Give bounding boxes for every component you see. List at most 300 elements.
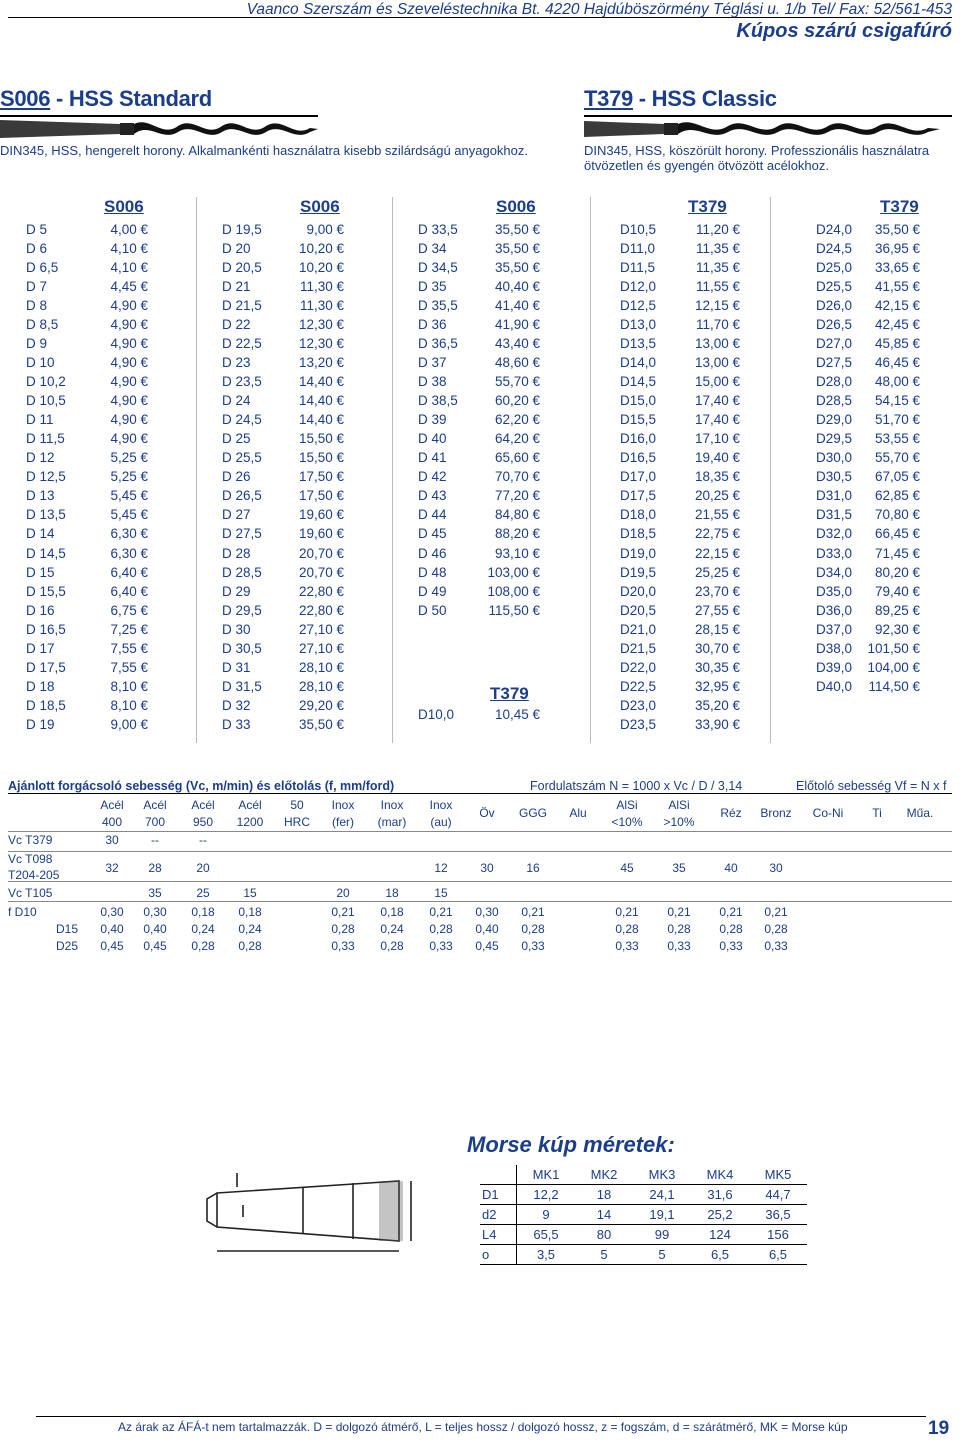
diameter-label: D34,0 <box>816 564 853 580</box>
price-value: 28,10 € <box>298 659 344 675</box>
diameter-label: D15,5 <box>620 412 657 428</box>
cutting-cell: 16 <box>526 861 540 875</box>
cutting-col-subhead: 400 <box>101 815 123 829</box>
morse-cell: 6,5 <box>691 1245 749 1265</box>
cutting-cell: 0,21 <box>764 905 788 919</box>
price-value: 6,75 € <box>110 602 148 618</box>
price-value: 12,15 € <box>694 298 740 314</box>
diameter-label: D25,5 <box>816 279 853 295</box>
diameter-label: D 9 <box>26 336 48 352</box>
cutting-cell: 0,40 <box>100 922 124 936</box>
diameter-label: D16,5 <box>620 450 657 466</box>
price-value: 19,40 € <box>694 450 740 466</box>
diameter-label: D37,0 <box>816 621 853 637</box>
cutting-cell: 0,28 <box>667 922 691 936</box>
diameter-label: D 16,5 <box>26 621 66 637</box>
cutting-data-title: Ajánlott forgácsoló sebesség (Vc, m/min) és előtolás (f, mm/ford) <box>8 779 395 793</box>
price-value: 28,10 € <box>298 678 344 694</box>
diameter-label: D 12 <box>26 450 55 466</box>
cutting-cell: 28 <box>148 861 162 875</box>
diameter-label: D 38 <box>418 374 447 390</box>
price-value: 6,40 € <box>110 564 148 580</box>
cutting-cell: 0,33 <box>615 939 639 953</box>
morse-col-head: MK3 <box>633 1165 691 1185</box>
cutting-cell: 0,45 <box>100 939 124 953</box>
cutting-col-subhead: 700 <box>144 815 166 829</box>
diameter-label: D11,5 <box>620 260 656 276</box>
cutting-cell: 30 <box>769 861 783 875</box>
price-value: 17,50 € <box>298 469 344 485</box>
diameter-label: D18,0 <box>620 507 657 523</box>
price-value: 42,45 € <box>874 317 920 333</box>
price-value: 22,75 € <box>694 526 740 542</box>
price-value: 22,80 € <box>298 583 344 599</box>
cutting-cell: 35 <box>672 861 686 875</box>
diameter-label: D16,0 <box>620 431 657 447</box>
cutting-cell: 0,40 <box>475 922 499 936</box>
price-value: 43,40 € <box>494 336 540 352</box>
cutting-col-subhead: HRC <box>284 815 310 829</box>
cutting-col-subhead: 950 <box>192 815 214 829</box>
price-value: 32,95 € <box>694 678 740 694</box>
price-value: 93,10 € <box>494 545 540 561</box>
morse-cell: 18 <box>575 1185 633 1205</box>
price-value: 22,80 € <box>298 602 344 618</box>
footer-rule <box>36 1416 926 1417</box>
diameter-label: D28,0 <box>816 374 853 390</box>
diameter-label: D 28 <box>222 545 251 561</box>
diameter-label: D 11,5 <box>26 431 65 447</box>
diameter-label: D27,5 <box>816 355 853 371</box>
price-value: 41,55 € <box>874 279 920 295</box>
morse-cell: 6,5 <box>749 1245 807 1265</box>
diameter-label: D 29,5 <box>222 602 262 618</box>
rpm-formula: Fordulatszám N = 1000 x Vc / D / 3,14 <box>530 779 743 793</box>
price-value: 4,90 € <box>110 355 148 371</box>
price-value: 65,60 € <box>494 450 540 466</box>
diameter-label: D 8 <box>26 298 48 314</box>
diameter-label: D25,0 <box>816 260 853 276</box>
cutting-cell: 35 <box>148 886 162 900</box>
cutting-col-head: Alu <box>569 806 587 820</box>
cutting-row-label: D25 <box>55 939 78 953</box>
price-value: 64,20 € <box>494 431 540 447</box>
price-value: 12,30 € <box>298 336 344 352</box>
price-value: 33,90 € <box>694 716 740 732</box>
price-value: 4,90 € <box>110 374 148 390</box>
diameter-label: D 20 <box>222 241 251 257</box>
price-value: 4,90 € <box>110 393 148 409</box>
diameter-label: D 14,5 <box>26 545 66 561</box>
diameter-label: D22,0 <box>620 659 657 675</box>
diameter-label: D31,0 <box>816 488 853 504</box>
cutting-row-label: D15 <box>55 922 78 936</box>
price-column-head: S006 <box>104 197 144 216</box>
price-value: 17,10 € <box>694 431 740 447</box>
price-value: 48,60 € <box>494 355 540 371</box>
morse-cell: 156 <box>749 1225 807 1245</box>
morse-corner <box>480 1165 517 1185</box>
cutting-col-head: GGG <box>518 806 547 820</box>
price-value: 14,40 € <box>298 393 344 409</box>
page-number: 19 <box>928 1418 950 1439</box>
diameter-label: D 28,5 <box>222 564 262 580</box>
diameter-label: D13,0 <box>620 317 657 333</box>
diameter-label: D31,5 <box>816 507 853 523</box>
cutting-col-subhead: 1200 <box>236 815 264 829</box>
cutting-cell: 0,21 <box>719 905 743 919</box>
diameter-label: D 26 <box>222 469 251 485</box>
price-value: 13,00 € <box>694 355 740 371</box>
diameter-label: D19,5 <box>620 564 657 580</box>
diameter-label: D 21,5 <box>222 298 262 314</box>
diameter-label: D 36,5 <box>418 336 458 352</box>
price-value: 35,50 € <box>874 222 920 237</box>
morse-row-label: D1 <box>480 1185 517 1205</box>
diameter-label: D12,5 <box>620 298 657 314</box>
product-description: DIN345, HSS, hengerelt horony. Alkalmankénti használatra kisebb szilárdságú anyagokhoz. <box>0 143 529 158</box>
price-value: 27,55 € <box>694 602 740 618</box>
diameter-label: D23,0 <box>620 697 657 713</box>
cutting-col-head: Acél <box>238 798 262 812</box>
diameter-label: D27,0 <box>816 336 853 352</box>
diameter-label: D14,0 <box>620 355 657 371</box>
price-value: 54,15 € <box>874 393 920 409</box>
price-value: 4,10 € <box>110 241 148 257</box>
morse-cell: 3,5 <box>517 1245 576 1265</box>
price-value: 29,20 € <box>298 697 344 713</box>
diameter-label: D 18,5 <box>26 697 66 713</box>
diameter-label: D 33 <box>222 716 251 732</box>
morse-row-label: o <box>480 1245 517 1265</box>
diameter-label: D15,0 <box>620 393 657 409</box>
price-value: 5,45 € <box>110 488 148 504</box>
cutting-cell: 0,21 <box>521 905 545 919</box>
cutting-cell: 0,21 <box>429 905 453 919</box>
cutting-cell: 32 <box>105 861 119 875</box>
price-value: 40,40 € <box>494 279 540 295</box>
morse-cell: 5 <box>575 1245 633 1265</box>
cutting-col-head: Inox <box>380 798 404 812</box>
price-value: 70,70 € <box>494 469 540 485</box>
price-value: 36,95 € <box>874 241 920 257</box>
product-code: S006 <box>0 86 51 111</box>
company-header: Vaanco Szerszám és Szeveléstechnika Bt. 4220 Hajdúböszörmény Téglási u. 1/b Tel/ Fax: 52/561-453 <box>246 1 952 18</box>
price-value: 35,50 € <box>494 222 540 237</box>
diameter-label: D 15 <box>26 564 55 580</box>
morse-cell: 14 <box>575 1205 633 1225</box>
diameter-label: D 18 <box>26 678 55 694</box>
morse-col-head: MK5 <box>749 1165 807 1185</box>
cutting-col-head: Acél <box>143 798 167 812</box>
morse-header-row <box>480 1165 807 1185</box>
cutting-cell: 0,45 <box>143 939 167 953</box>
price-value: 19,60 € <box>298 526 344 542</box>
cutting-cell: 0,28 <box>380 939 404 953</box>
cutting-cell: 0,28 <box>719 922 743 936</box>
diameter-label: D 35 <box>418 279 447 295</box>
column-separator <box>770 197 771 743</box>
diameter-label: D28,5 <box>816 393 853 409</box>
price-value: 28,15 € <box>694 621 740 637</box>
cutting-cell: 0,33 <box>719 939 743 953</box>
price-column-head: S006 <box>300 197 340 216</box>
diameter-label: D38,0 <box>816 640 853 656</box>
price-value: 42,15 € <box>874 298 920 314</box>
product-separator: - <box>56 86 69 111</box>
column-separator <box>196 197 197 743</box>
price-value: 70,80 € <box>874 507 920 523</box>
cutting-cell: 0,28 <box>521 922 545 936</box>
diameter-label: D40,0 <box>816 678 853 694</box>
cutting-cell: 20 <box>196 861 210 875</box>
price-value: 8,10 € <box>110 697 148 713</box>
price-value: 6,30 € <box>110 545 148 561</box>
cutting-col-head: Acél <box>191 798 215 812</box>
cutting-cell: 0,40 <box>143 922 167 936</box>
cutting-col-head: Bronz <box>760 806 792 820</box>
price-value: 46,45 € <box>874 355 920 371</box>
cutting-cell: 0,28 <box>331 922 355 936</box>
diameter-label: D 48 <box>418 564 447 580</box>
diameter-label: D 19 <box>26 716 55 732</box>
diameter-label: D 30,5 <box>222 640 262 656</box>
price-column-head: T379 <box>880 197 919 216</box>
price-value: 33,65 € <box>874 260 920 276</box>
price-value: 48,00 € <box>874 374 920 390</box>
price-value: 66,45 € <box>874 526 920 542</box>
cutting-col-head: Műa. <box>906 806 934 820</box>
diameter-label: D 29 <box>222 583 251 599</box>
price-value: 10,20 € <box>298 241 344 257</box>
price-value: 13,20 € <box>298 355 344 371</box>
diameter-label: D 25,5 <box>222 450 262 466</box>
price-value: 53,55 € <box>874 431 920 447</box>
product-separator: - <box>638 86 652 111</box>
price-value: 11,30 € <box>299 279 344 295</box>
cutting-row-label-2: T204-205 <box>8 868 60 882</box>
diameter-label: D 24,5 <box>222 412 262 428</box>
cutting-col-head: 50 <box>290 798 304 812</box>
price-value: 51,70 € <box>874 412 920 428</box>
price-value: 4,90 € <box>110 431 148 447</box>
diameter-label: D 10,2 <box>26 374 66 390</box>
price-value: 6,30 € <box>110 526 148 542</box>
diameter-label: D36,0 <box>816 602 853 618</box>
price-value: 10,45 € <box>494 707 540 722</box>
price-value: 11,70 € <box>695 317 740 333</box>
morse-row <box>480 1225 807 1245</box>
diameter-label: D23,5 <box>620 716 657 732</box>
diameter-label: D 22 <box>222 317 251 333</box>
cutting-col-head: Co-Ni <box>812 806 844 820</box>
diameter-label: D 6 <box>26 241 48 257</box>
product-title-t379 <box>584 86 777 112</box>
diameter-label: D 27 <box>222 507 251 523</box>
diameter-label: D 37 <box>418 355 447 371</box>
diameter-label: D18,5 <box>620 526 657 542</box>
page-title: Kúpos szárú csigafúró <box>736 20 952 42</box>
diameter-label: D21,5 <box>620 640 657 656</box>
price-value: 35,50 € <box>298 716 344 732</box>
price-value: 80,20 € <box>874 564 920 580</box>
price-value: 88,20 € <box>494 526 540 542</box>
diameter-label: D 36 <box>418 317 447 333</box>
diameter-label: D10,5 <box>620 222 657 237</box>
price-value: 55,70 € <box>494 374 540 390</box>
diameter-label: D 21 <box>222 279 251 295</box>
product-name: HSS Classic <box>651 86 777 111</box>
cutting-cell: 40 <box>724 861 738 875</box>
cutting-cell: 0,24 <box>380 922 404 936</box>
cutting-cell: 0,33 <box>667 939 691 953</box>
diameter-label: D 44 <box>418 507 447 523</box>
price-value: 41,40 € <box>494 298 540 314</box>
cutting-cell: 0,33 <box>521 939 545 953</box>
table-row-rule <box>8 881 952 882</box>
price-value: 20,25 € <box>694 488 740 504</box>
price-value: 11,35 € <box>695 241 740 257</box>
price-value: 7,55 € <box>110 640 148 656</box>
price-value: 7,25 € <box>110 621 148 637</box>
diameter-label: D 17,5 <box>26 659 66 675</box>
price-value: 5,25 € <box>110 469 148 485</box>
morse-cell: 99 <box>633 1225 691 1245</box>
diameter-label: D35,0 <box>816 583 853 599</box>
price-value: 4,45 € <box>110 279 148 295</box>
morse-row-label: L4 <box>480 1225 517 1245</box>
diameter-label: D24,5 <box>816 241 853 257</box>
diameter-label: D 20,5 <box>222 260 262 276</box>
price-value: 35,50 € <box>494 260 540 276</box>
morse-cell: 19,1 <box>633 1205 691 1225</box>
price-value: 67,05 € <box>874 469 920 485</box>
price-value: 35,20 € <box>694 697 740 713</box>
cutting-cell: 45 <box>620 861 634 875</box>
price-value: 17,40 € <box>694 393 740 409</box>
cutting-cell: 0,33 <box>764 939 788 953</box>
cutting-cell: 0,33 <box>429 939 453 953</box>
morse-cell: 9 <box>517 1205 576 1225</box>
price-value: 20,70 € <box>298 545 344 561</box>
diameter-label: D 32 <box>222 697 251 713</box>
cutting-row-label: Vc T105 <box>8 886 53 900</box>
header-divider <box>8 17 952 18</box>
morse-cell: 24,1 <box>633 1185 691 1205</box>
cutting-row-label: Vc T098 <box>8 852 53 866</box>
diameter-label: D 31,5 <box>222 678 262 694</box>
diameter-label: D 5 <box>26 222 48 237</box>
price-value: 104,00 € <box>867 659 920 675</box>
morse-cell: 5 <box>633 1245 691 1265</box>
cutting-col-subhead: (fer) <box>332 815 354 829</box>
table-row-rule <box>8 831 952 832</box>
diameter-label: D 12,5 <box>26 469 66 485</box>
price-value: 77,20 € <box>494 488 540 504</box>
diameter-label: D 10,5 <box>26 393 66 409</box>
diameter-label: D 6,5 <box>26 260 59 276</box>
cutting-col-head: Inox <box>429 798 453 812</box>
morse-table <box>480 1165 807 1265</box>
price-value: 11,30 € <box>299 298 344 314</box>
cutting-col-head: Inox <box>331 798 355 812</box>
cutting-cell: 0,18 <box>380 905 404 919</box>
price-value: 41,90 € <box>494 317 540 333</box>
diameter-label: D 42 <box>418 469 447 485</box>
cutting-cell: 18 <box>385 886 399 900</box>
morse-cell: 80 <box>575 1225 633 1245</box>
product-description: DIN345, HSS, köszörült horony. Professzionális használatra ötvözetlen és gyengén ötvözött acélokhoz. <box>584 143 930 173</box>
diameter-label: D 15,5 <box>26 583 66 599</box>
price-value: 13,00 € <box>694 336 740 352</box>
diameter-label: D 43 <box>418 488 447 504</box>
cutting-cell: 0,18 <box>191 905 215 919</box>
price-value: 108,00 € <box>487 583 540 599</box>
price-value: 60,20 € <box>494 393 540 409</box>
column-separator <box>590 197 591 743</box>
price-value: 4,90 € <box>110 298 148 314</box>
price-value: 4,10 € <box>110 260 148 276</box>
cutting-cell: 0,21 <box>615 905 639 919</box>
morse-col-head: MK4 <box>691 1165 749 1185</box>
price-value: 89,25 € <box>874 602 920 618</box>
price-value: 7,55 € <box>110 659 148 675</box>
cutting-cell: 0,30 <box>475 905 499 919</box>
price-value: 4,90 € <box>110 317 148 333</box>
feed-formula: Előtoló sebesség Vf = N x f <box>796 779 947 793</box>
cutting-cell: 0,28 <box>429 922 453 936</box>
morse-cell: 44,7 <box>749 1185 807 1205</box>
price-value: 30,35 € <box>694 659 740 675</box>
diameter-label: D21,0 <box>620 621 657 637</box>
price-value: 114,50 € <box>868 678 920 694</box>
diameter-label: D29,0 <box>816 412 853 428</box>
morse-row <box>480 1205 807 1225</box>
cutting-cell: -- <box>151 833 159 847</box>
cutting-cell: 0,24 <box>191 922 215 936</box>
price-value: 4,90 € <box>110 336 148 352</box>
price-value: 21,55 € <box>694 507 740 523</box>
price-value: 79,40 € <box>874 583 920 599</box>
table-row-rule <box>8 851 952 852</box>
cutting-cell: 25 <box>196 886 210 900</box>
morse-cell: 124 <box>691 1225 749 1245</box>
diameter-label: D 39 <box>418 412 447 428</box>
diameter-label: D 23 <box>222 355 251 371</box>
diameter-label: D14,5 <box>620 374 657 390</box>
price-value: 12,30 € <box>298 317 344 333</box>
price-value: 18,35 € <box>694 469 740 485</box>
cutting-cell: 15 <box>434 886 448 900</box>
diameter-label: D20,5 <box>620 602 657 618</box>
diameter-label: D 13,5 <box>26 507 66 523</box>
diameter-label: D 11 <box>26 412 54 428</box>
cutting-cell: 30 <box>480 861 494 875</box>
price-value: 71,45 € <box>874 545 920 561</box>
price-value: 14,40 € <box>298 412 344 428</box>
price-value: 4,90 € <box>110 412 148 428</box>
morse-cell: 25,2 <box>691 1205 749 1225</box>
price-value: 15,00 € <box>694 374 740 390</box>
price-value: 17,50 € <box>298 488 344 504</box>
price-value: 62,85 € <box>874 488 920 504</box>
price-value: 27,10 € <box>298 621 344 637</box>
morse-col-head: MK2 <box>575 1165 633 1185</box>
diameter-label: D 40 <box>418 431 447 447</box>
price-value: 30,70 € <box>694 640 740 656</box>
morse-taper-drawing <box>203 1165 429 1270</box>
diameter-label: D32,0 <box>816 526 853 542</box>
